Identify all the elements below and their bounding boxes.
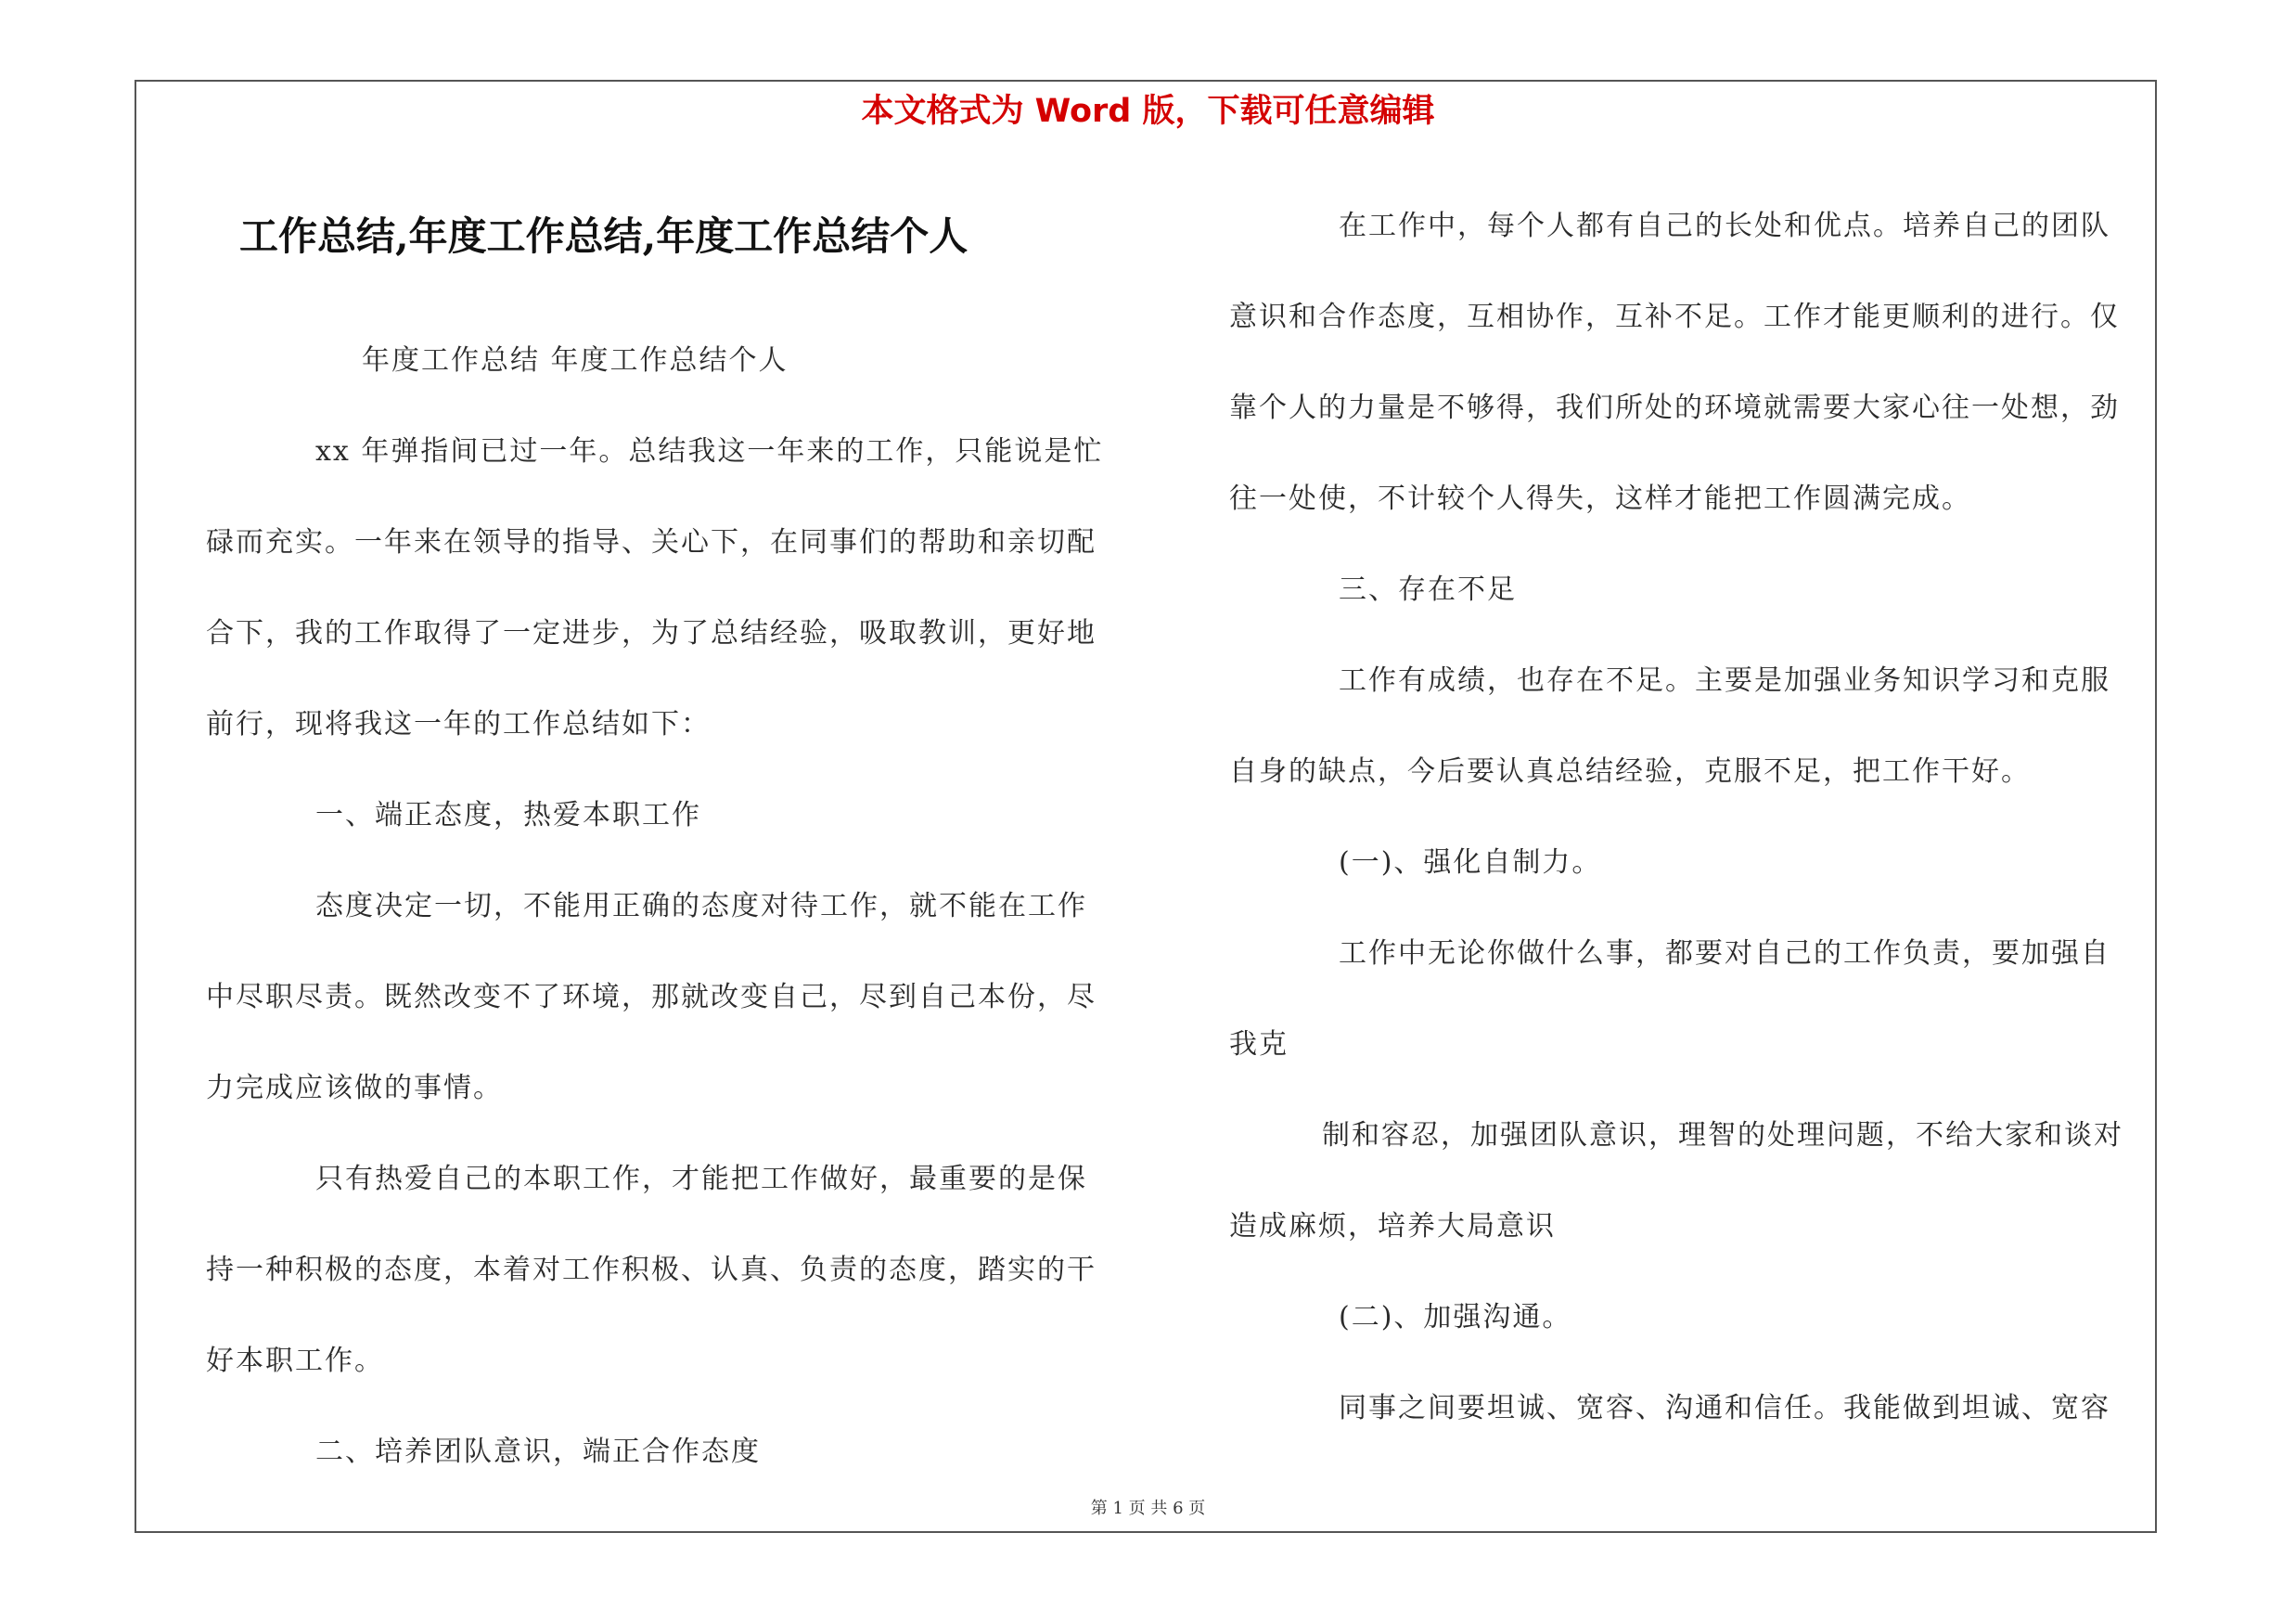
paragraph-line: xx 年弹指间已过一年。总结我这一年来的工作，只能说是忙 [315,435,1104,468]
paragraph-line: 往一处使，不计较个人得失，这样才能把工作圆满完成。 [1229,483,1971,515]
paragraph-line: 在工作中，每个人都有自己的长处和优点。培养自己的团队 [1339,210,2110,242]
section-heading: 三、存在不足 [1339,573,1517,606]
paragraph-line: 制和容忍，加强团队意识，理智的处理问题，不给大家和谈对 [1322,1119,2123,1152]
section-heading: 一、端正态度，热爱本职工作 [315,799,701,831]
document-title: 工作总结,年度工作总结,年度工作总结个人 [239,213,968,259]
right-column [1229,181,2157,1454]
paragraph-line: 靠个人的力量是不够得，我们所处的环境就需要大家心往一处想，劲 [1229,392,2120,424]
paragraph-line: 只有热爱自己的本职工作，才能把工作做好，最重要的是保 [315,1163,1087,1195]
paragraph-line: 合下，我的工作取得了一定进步，为了总结经验，吸取教训，更好地 [206,617,1097,650]
paragraph-line: 工作中无论你做什么事，都要对自己的工作负责，要加强自 [1339,937,2110,970]
paragraph-line: 意识和合作态度，互相协作，互补不足。工作才能更顺利的进行。仅 [1229,301,2120,333]
left-column [206,316,1134,1498]
word-format-banner: 本文格式为 Word 版，下载可任意编辑 [861,93,1435,130]
paragraph-line: 持一种积极的态度，本着对工作积极、认真、负责的态度，踏实的干 [206,1254,1097,1286]
paragraph-line: 力完成应该做的事情。 [206,1072,503,1104]
paragraph-line: 自身的缺点，今后要认真总结经验，克服不足，把工作干好。 [1229,755,2031,788]
subsection-heading: (一)、强化自制力。 [1339,846,1602,879]
paragraph-line: 态度决定一切，不能用正确的态度对待工作，就不能在工作 [315,890,1087,922]
section-heading: 二、培养团队意识，端正合作态度 [315,1436,761,1468]
paragraph-line: 中尽职尽责。既然改变不了环境，那就改变自己，尽到自己本份，尽 [206,981,1097,1013]
paragraph-line: 工作有成绩，也存在不足。主要是加强业务知识学习和克服 [1339,664,2110,697]
paragraph-line: 造成麻烦，培养大局意识 [1229,1210,1556,1243]
paragraph-line: 同事之间要坦诚、宽容、沟通和信任。我能做到坦诚、宽容 [1339,1392,2110,1424]
subsection-heading: (二)、加强沟通。 [1339,1301,1572,1333]
subtitle: 年度工作总结 年度工作总结个人 [362,344,789,377]
paragraph-line: 好本职工作。 [206,1345,384,1377]
paragraph-line: 碌而充实。一年来在领导的指导、关心下，在同事们的帮助和亲切配 [206,526,1097,559]
paragraph-line: 我克 [1229,1028,1289,1061]
page-number-footer: 第 1 页 共 6 页 [1090,1499,1206,1518]
paragraph-line: 前行，现将我这一年的工作总结如下： [206,708,711,741]
